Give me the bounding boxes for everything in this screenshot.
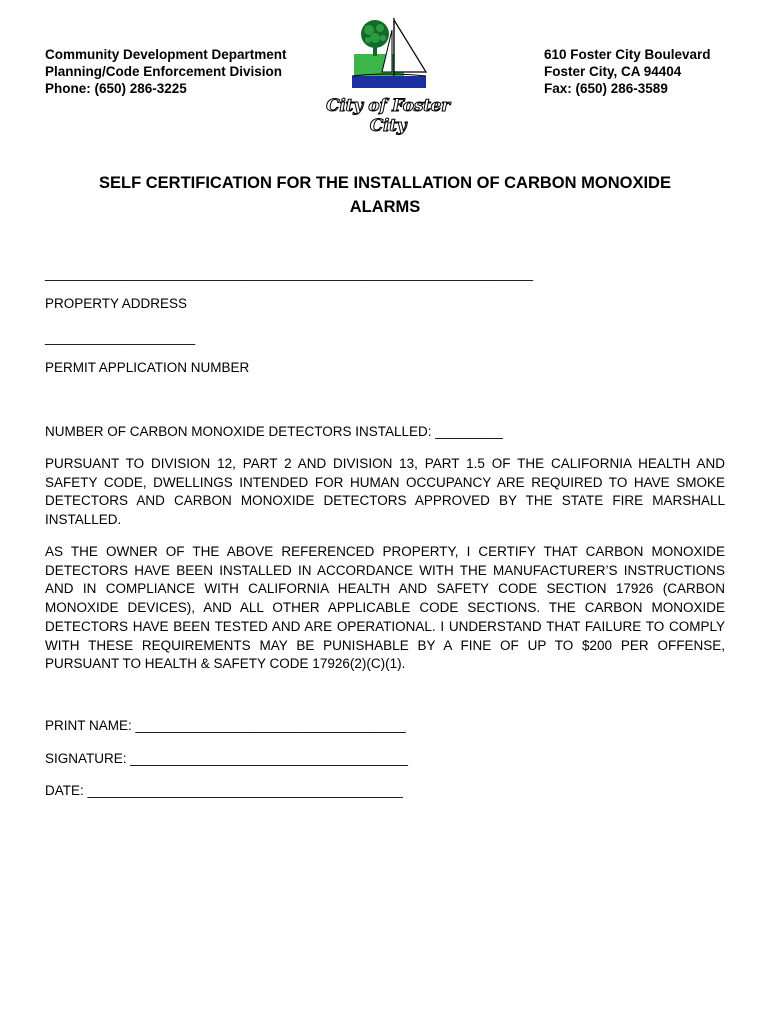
signature-field[interactable]: SIGNATURE: _____________________________________ (45, 751, 409, 766)
department-name: Community Development Department (45, 47, 287, 62)
detector-count-field[interactable]: NUMBER OF CARBON MONOXIDE DETECTORS INSTALLED: _________ (45, 424, 503, 439)
division-name: Planning/Code Enforcement Division (45, 64, 283, 79)
city-logo-icon (348, 16, 428, 96)
print-name-field[interactable]: PRINT NAME: ____________________________________ (45, 718, 406, 733)
title-line-1: SELF CERTIFICATION FOR THE INSTALLATION OF CARBON MONOXIDE (99, 174, 671, 192)
city-logo (318, 16, 458, 136)
permit-number-field[interactable]: ____________________ (45, 330, 196, 345)
title-line-2: ALARMS (349, 198, 421, 216)
city-state-zip: Foster City, CA 94404 (544, 64, 682, 79)
date-field[interactable]: DATE: __________________________________________ (45, 783, 403, 798)
legal-paragraph-2: AS THE OWNER OF THE ABOVE REFERENCED PROPERTY, I CERTIFY THAT CARBON MONOXIDE DETECTORS HAVE BEEN INSTALLED IN ACCORDANCE WITH THE MANUFACTURER’S INSTRUCTIONS AND IN COMPLIANCE WITH CALIFORNIA HEALTH AND SAFETY CODE SECTION 17926 (CARBON MONOXIDE DEVICES), AND ALL OTHER APPLICABLE CODE SECTIONS. THE CARBON MONOXIDE DETECTORS HAVE BEEN TESTED AND ARE OPERATIONAL. I UNDERSTAND THAT FAILURE TO COMPLY WITH THESE REQUIREMENTS MAY BE PUNISHABLE BY A FINE OF UP TO $200 PER OFFENSE, PURSUANT TO HEALTH & SAFETY CODE 17926(2)(C)(1). (45, 544, 725, 672)
header-address-block (544, 46, 711, 97)
legal-paragraph-1: PURSUANT TO DIVISION 12, PART 2 AND DIVISION 13, PART 1.5 OF THE CALIFORNIA HEALTH AND SAFETY CODE, DWELLINGS INTENDED FOR HUMAN OCCUPANCY ARE REQUIRED TO HAVE SMOKE DETECTORS AND CARBON MONOXIDE DETECTORS APPROVED BY THE STATE FIRE MARSHALL INSTALLED. (45, 456, 725, 528)
logo-wordmark: City of Foster City (326, 96, 450, 136)
header-department-block (45, 46, 287, 97)
phone-number: Phone: (650) 286-3225 (45, 81, 187, 96)
fax-number: Fax: (650) 286-3589 (544, 81, 668, 96)
document-title (45, 171, 725, 219)
property-address-field[interactable]: _________________________________________________________________ (45, 266, 534, 281)
permit-number-label: PERMIT APPLICATION NUMBER (45, 360, 250, 375)
street-address: 610 Foster City Boulevard (544, 47, 711, 62)
property-address-label: PROPERTY ADDRESS (45, 296, 188, 311)
